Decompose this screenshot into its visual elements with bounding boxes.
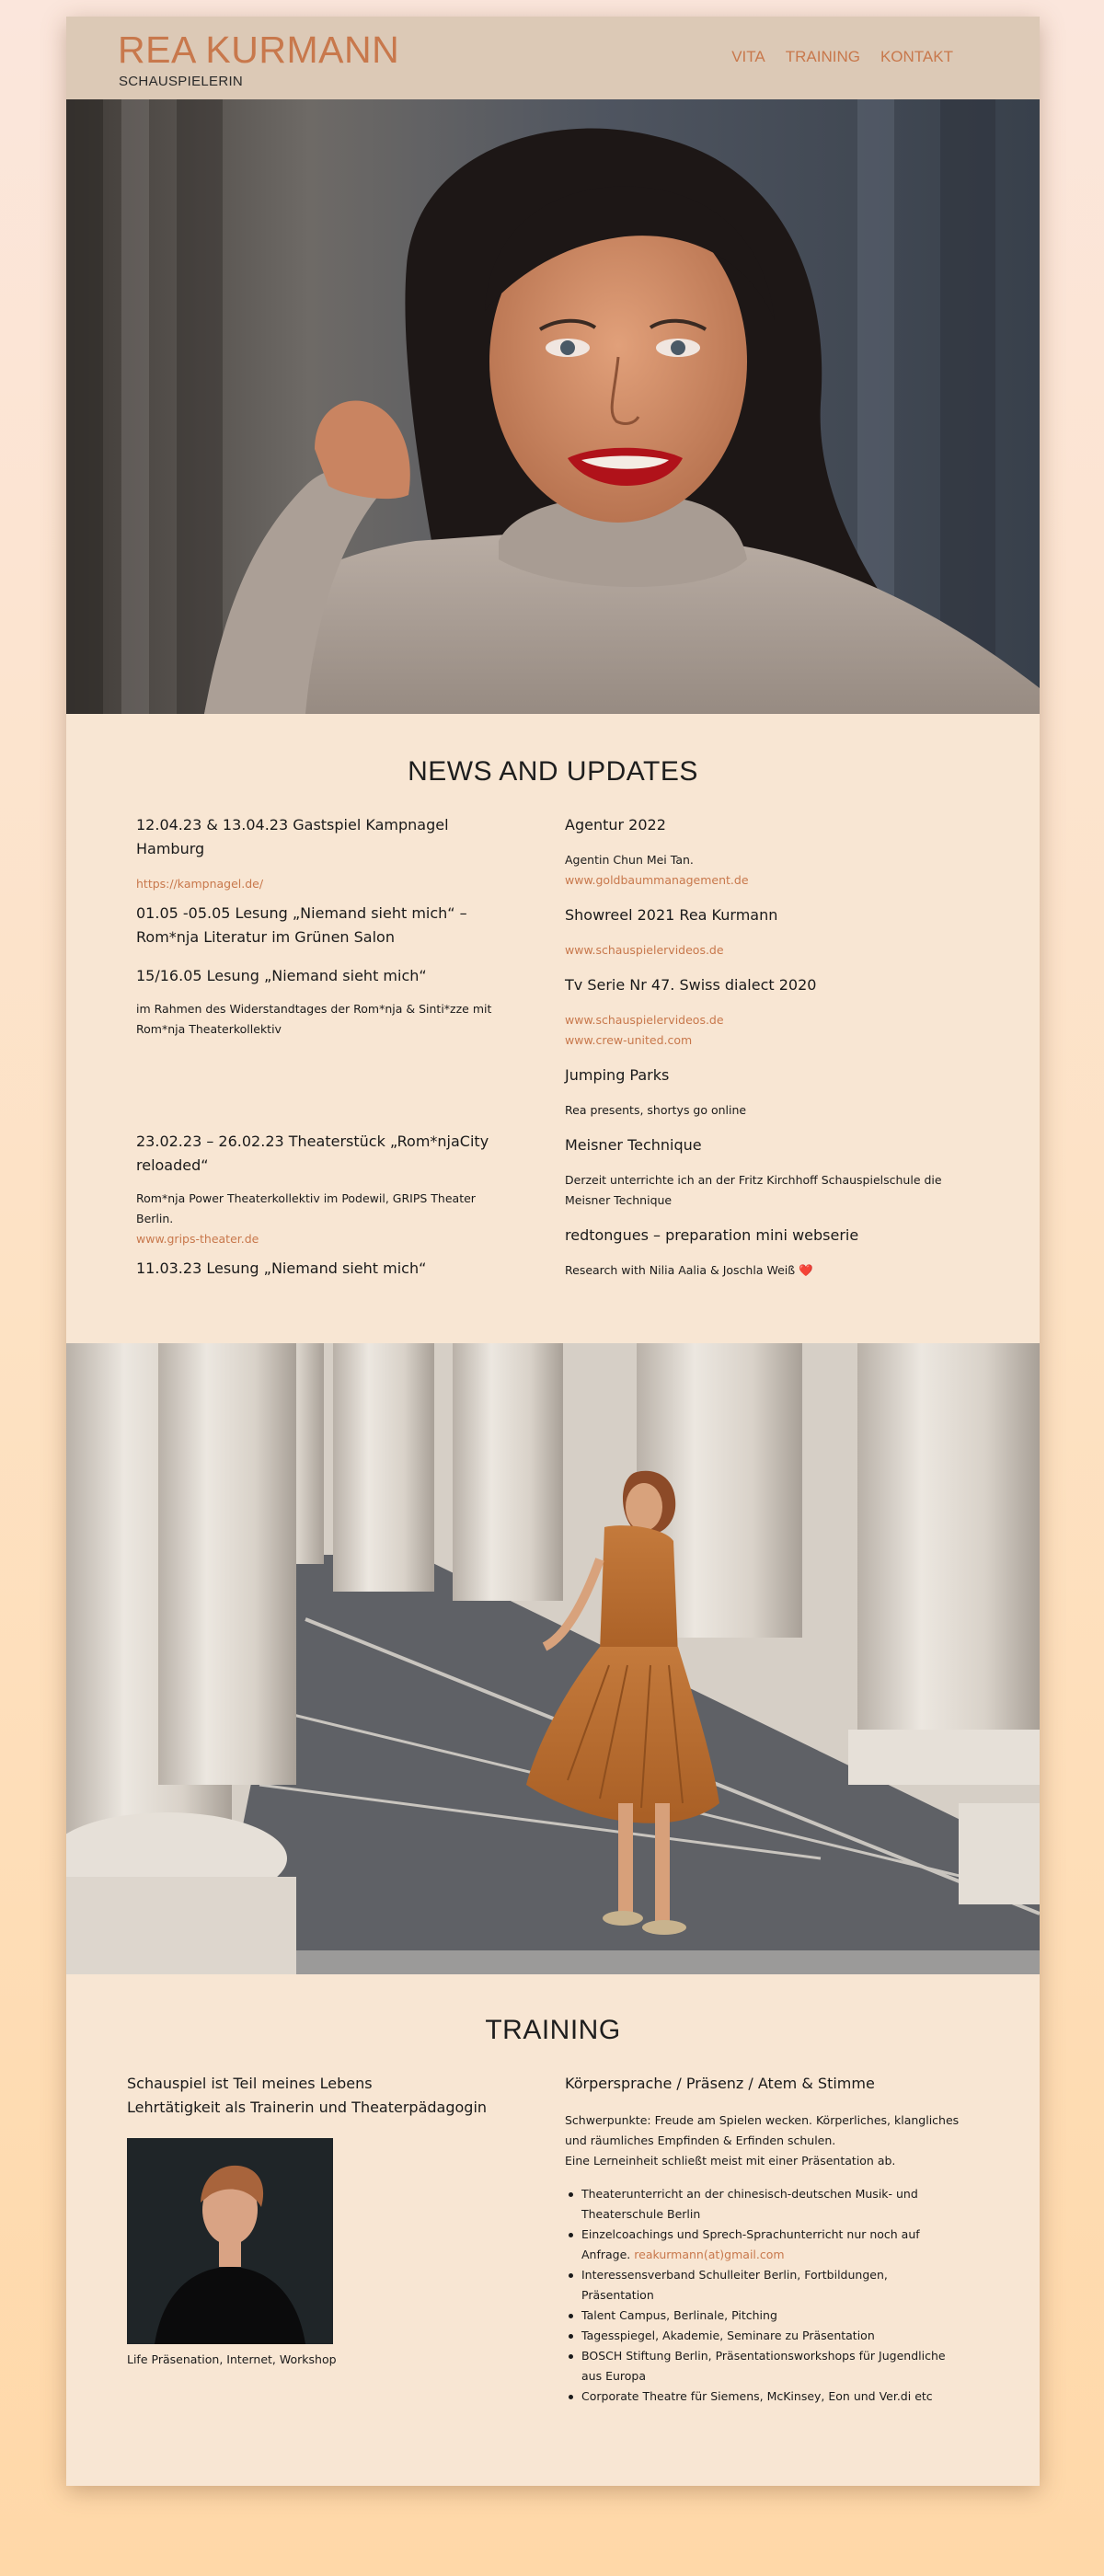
news-item-link[interactable]: www.schauspielervideos.de [565,943,724,957]
news-item-link[interactable]: www.schauspielervideos.de [565,1013,724,1027]
training-intro-line: Lehrtätigkeit als Trainerin und Theaterpädagogin [127,2099,488,2116]
news-item-title: 12.04.23 & 13.04.23 Gastspiel Kampnagel Hamburg [136,816,449,857]
nav-kontakt[interactable]: KONTAKT [880,48,953,65]
news-item-text-content: Research with Nilia Aalia & Joschla Weiß [565,1263,796,1277]
nav-vita[interactable]: VITA [731,48,765,65]
training-intro-line: Schauspiel ist Teil meines Lebens [127,2075,373,2092]
news-item-title: Showreel 2021 Rea Kurmann [565,906,778,924]
list-item: BOSCH Stiftung Berlin, Präsentationsworkshops für Jugendliche aus Europa [565,2346,960,2386]
news-item-title: Agentur 2022 [565,816,666,834]
site-logo-subtitle: SCHAUSPIELERIN [119,74,244,89]
news-item-title: 01.05 -05.05 Lesung „Niemand sieht mich“ – Rom*nja Literatur im Grünen Salon [136,904,467,946]
training-text: Eine Lerneinheit schließt meist mit einer Präsentation ab. [565,2154,896,2168]
training-text: Schwerpunkte: Freude am Spielen wecken. Körperliches, klangliches und räumliches Empfinden & Erfinden schulen. [565,2113,960,2147]
news-item-link[interactable]: https://kampnagel.de/ [136,877,264,891]
list-item-text: Einzelcoachings und Sprech-Sprachunterricht nur noch auf Anfrage. [581,2227,920,2261]
news-item-title: 11.03.23 Lesung „Niemand sieht mich“ [136,1259,427,1277]
site-logo-title[interactable]: REA KURMANN [118,29,400,71]
news-item-title: Tv Serie Nr 47. Swiss dialect 2020 [565,976,817,994]
news-left-column [136,813,504,1281]
training-right-title: Körpersprache / Präsenz / Atem & Stimme [565,2075,875,2092]
training-photo-caption: Life Präsenation, Internet, Workshop [127,2352,337,2366]
page [66,17,1040,2486]
news-item-text: Rea presents, shortys go online [565,1103,747,1117]
colonnade-photo [66,1343,1040,1974]
news-item-text: Derzeit unterrichte ich an der Fritz Kirchhoff Schauspielschule die Meisner Technique [565,1173,942,1207]
list-item [565,2225,960,2265]
heart-icon: ❤️ [799,1263,813,1277]
main-nav [731,48,953,66]
news-item-text: Rom*nja Power Theaterkollektiv im Podewil, GRIPS Theater Berlin. [136,1191,476,1225]
list-item: Tagesspiegel, Akademie, Seminare zu Präsentation [565,2326,960,2346]
news-item-title: Jumping Parks [565,1066,670,1084]
news-item-text: im Rahmen des Widerstandtages der Rom*nja & Sinti*zze mit Rom*nja Theaterkollektiv [136,1002,492,1036]
news-item-title: redtongues – preparation mini webserie [565,1226,859,1244]
news-item-title: Meisner Technique [565,1136,702,1154]
news-item-link[interactable]: www.goldbaummanagement.de [565,873,749,887]
news-item-link[interactable]: www.grips-theater.de [136,1232,259,1246]
news-item-text: Agentin Chun Mei Tan. [565,853,694,867]
hero-portrait-photo [66,99,1040,714]
news-section [66,714,1040,1360]
training-right-column [565,2072,960,2407]
training-title: TRAINING [485,2015,621,2045]
site-header [66,17,1040,99]
email-link[interactable]: reakurmann(at)gmail.com [634,2248,785,2261]
news-item-title: 15/16.05 Lesung „Niemand sieht mich“ [136,967,427,984]
news-item-title: 23.02.23 – 26.02.23 Theaterstück „Rom*njaCity reloaded“ [136,1133,489,1174]
news-item-text [565,1260,951,1281]
training-section [66,1974,1040,2486]
list-item: Corporate Theatre für Siemens, McKinsey, Eon und Ver.di etc [565,2386,960,2407]
list-item: Theaterunterricht an der chinesisch-deutschen Musik- und Theaterschule Berlin [565,2184,960,2225]
nav-training[interactable]: TRAINING [785,48,860,65]
training-left-column [127,2072,513,2370]
news-title: NEWS AND UPDATES [408,756,698,787]
news-right-column [565,813,951,1281]
training-list [565,2184,960,2407]
training-portrait-photo [127,2138,333,2344]
list-item: Talent Campus, Berlinale, Pitching [565,2306,960,2326]
list-item: Interessensverband Schulleiter Berlin, Fortbildungen, Präsentation [565,2265,960,2306]
news-item-link[interactable]: www.crew-united.com [565,1033,693,1047]
